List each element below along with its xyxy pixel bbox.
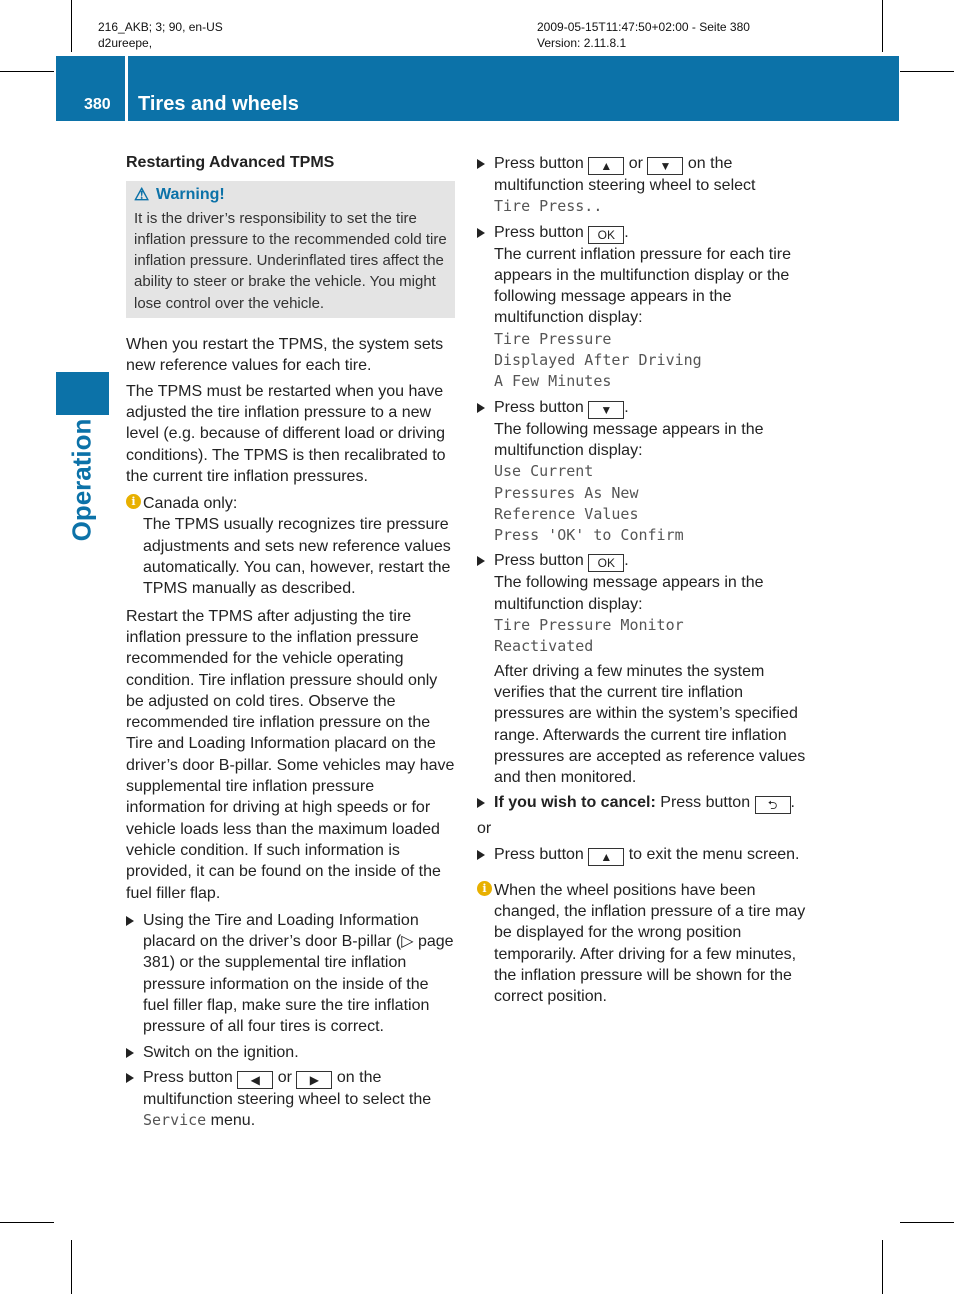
step-text: on the multifunction steering wheel to select the: [143, 1068, 432, 1108]
ok-button-icon: OK: [588, 226, 624, 244]
arrow-right-icon: [477, 850, 485, 860]
step-text: After driving a few minutes the system verifies that the current tire inflation pressures are within the system’s specified range. Afterwards the current tire inflation pressures are accepted as reference values and then monitored.: [494, 662, 806, 787]
display-text: Reactivated: [494, 637, 594, 656]
display-text: A Few Minutes: [494, 372, 612, 391]
meta-line: Version: 2.11.8.1: [537, 36, 627, 50]
down-button-icon: ▼: [647, 157, 683, 175]
ok-button-icon: OK: [588, 554, 624, 572]
meta-line: 2009-05-15T11:47:50+02:00 - Seite 380: [537, 20, 750, 34]
step: [477, 792, 812, 814]
crop-mark: [0, 1222, 54, 1223]
warning-icon: ⚠: [134, 185, 150, 205]
step-text: Press button: [494, 398, 584, 416]
info-icon: i: [126, 494, 141, 509]
step-text: .: [624, 223, 629, 241]
right-column: [477, 153, 812, 1014]
step-text: Press button: [660, 794, 751, 812]
display-text: Press 'OK' to Confirm: [494, 526, 684, 545]
page-number: 380: [84, 96, 111, 113]
header-band: [56, 56, 899, 121]
display-text: Displayed After Driving: [494, 351, 702, 370]
meta-line: 216_AKB; 3; 90, en-US: [98, 20, 223, 34]
arrow-right-icon: [126, 1048, 134, 1058]
up-button-icon: ▲: [588, 157, 624, 175]
arrow-right-icon: [477, 403, 485, 413]
display-text: Tire Pressure Monitor: [494, 616, 684, 635]
arrow-right-icon: [477, 228, 485, 238]
display-text: Pressures As New: [494, 483, 639, 502]
step-text: Press button: [494, 845, 584, 863]
left-column: [126, 152, 456, 1135]
right-button-icon: ▶: [296, 1071, 332, 1089]
display-text: Service: [143, 1111, 207, 1130]
down-button-icon: ▼: [588, 401, 624, 419]
step-text: Press button: [143, 1068, 233, 1086]
step: [126, 1067, 456, 1132]
step-text: on the multifunction steering wheel to select: [494, 155, 756, 194]
step-text: Switch on the ignition.: [143, 1043, 299, 1061]
header-divider: [125, 56, 128, 121]
side-tab: [56, 372, 109, 415]
step: [477, 397, 812, 547]
crop-mark: [0, 71, 54, 72]
step-text: .: [624, 398, 629, 416]
arrow-right-icon: [477, 159, 485, 169]
print-meta-right: [537, 19, 750, 51]
warning-box: [126, 181, 455, 318]
step: [477, 550, 812, 788]
step-text: Using the Tire and Loading Information placard on the driver’s door B-pillar (▷ page 381) or the supplemental tire inflation pressure information on the inside of the fuel filler flap, make sure the tire inflation pressure of all four tires is correct.: [143, 911, 454, 1036]
step-text: The following message appears in the multifunction display:: [494, 574, 764, 613]
crop-mark: [71, 1240, 72, 1294]
warning-text: It is the driver’s responsibility to set the tire inflation pressure to the recommended cold tire inflation pressure. Underinflated tires affect the ability to steer or brake the vehicle. You might lose control over the vehicle.: [134, 209, 447, 312]
step-text: menu.: [210, 1112, 256, 1130]
arrow-right-icon: [126, 916, 134, 926]
crop-mark: [900, 71, 954, 72]
display-text: Reference Values: [494, 504, 639, 523]
crop-mark: [882, 0, 883, 52]
step-text: or: [277, 1068, 292, 1086]
paragraph: The TPMS must be restarted when you have adjusted the tire inflation pressure to a new level (e.g. because of different load or driving conditions). The TPMS is then recalibrated to the current tire inflation pressures.: [126, 382, 446, 485]
info-note: [126, 493, 456, 599]
step-text: or: [628, 155, 643, 172]
step-text: Press button: [494, 552, 584, 570]
step-text: The current inflation pressure for each tire appears in the multifunction display or the following message appears in the multifunction display:: [494, 245, 792, 327]
paragraph: Restart the TPMS after adjusting the tire inflation pressure to the inflation pressure recommended for the vehicle operating condition. Tire inflation pressure should only be adjusted on cold tires. Observe the recommended tire inflation pressure on the Tire and Loading Information placard on the driver’s door B-pillar. Some vehicles may have supplemental tire inflation pressure information for driving at high speeds or for vehicle loads less than the maximum loaded vehicle condition. If such information is provided, it can be found on the inside of the fuel filler flap.: [126, 607, 455, 902]
info-note: [477, 880, 812, 1008]
step: [126, 910, 456, 1038]
arrow-right-icon: [477, 556, 485, 566]
step-text: .: [790, 794, 795, 812]
back-button-icon: ⮌: [755, 796, 791, 814]
step-text-bold: If you wish to cancel:: [494, 794, 656, 812]
step: [477, 222, 812, 393]
step: [126, 1042, 456, 1063]
side-label: Operation: [66, 418, 97, 542]
arrow-right-icon: [126, 1073, 134, 1083]
subheading: Restarting Advanced TPMS: [126, 154, 335, 171]
warning-title: Warning!: [156, 186, 225, 204]
crop-mark: [71, 0, 72, 52]
display-text: Tire Press..: [494, 197, 603, 216]
step-text: The following message appears in the multifunction display:: [494, 420, 764, 459]
display-text: Use Current: [494, 462, 594, 481]
up-button-icon: ▲: [588, 848, 624, 866]
step: [477, 844, 812, 866]
step: [477, 153, 812, 218]
info-text: When the wheel positions have been changed, the inflation pressure of a tire may be displayed for the wrong position temporarily. After driving for a few minutes, the inflation pressure will be shown for the correct position.: [494, 881, 806, 1006]
crop-mark: [882, 1240, 883, 1294]
meta-line: d2ureepe,: [98, 36, 153, 50]
left-button-icon: ◀: [237, 1071, 273, 1089]
arrow-right-icon: [477, 798, 485, 808]
section-title: Tires and wheels: [138, 93, 299, 115]
step-text: .: [624, 552, 629, 570]
step-text: to exit the menu screen.: [628, 845, 800, 863]
print-meta-left: [98, 19, 223, 51]
info-icon: i: [477, 881, 492, 896]
paragraph: When you restart the TPMS, the system sets new reference values for each tire.: [126, 336, 444, 375]
step-text: Press button: [494, 155, 584, 172]
display-text: Tire Pressure: [494, 329, 612, 348]
info-title: Canada only:: [143, 495, 238, 513]
or-text: or: [477, 820, 492, 838]
warning-title-row: [134, 184, 447, 205]
crop-mark: [900, 1222, 954, 1223]
info-text: The TPMS usually recognizes tire pressure adjustments and sets new reference values automatically. You can, however, restart the TPMS manually as described.: [143, 516, 451, 598]
step-text: Press button: [494, 223, 584, 241]
